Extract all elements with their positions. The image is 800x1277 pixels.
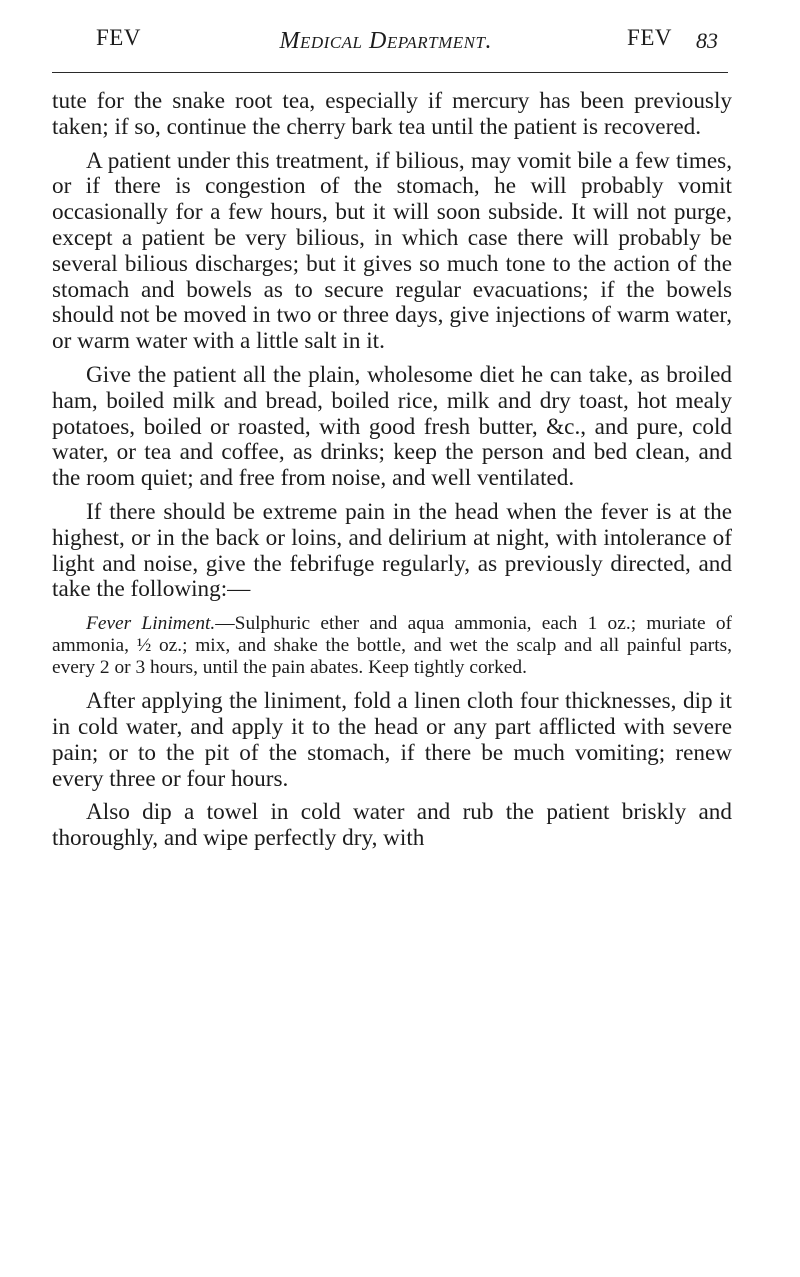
- paragraph-towel: Also dip a towel in cold water and rub the patient briskly and thoroughly, and wipe perfectly dry, with: [52, 799, 732, 852]
- paragraph-continuation: tute for the snake root tea, especially if mercury has been previously taken; if so, continue the cherry bark tea until the patient is recovered.: [52, 88, 732, 140]
- page-body: [52, 73, 732, 852]
- paragraph-diet: Give the patient all the plain, wholesome diet he can take, as broiled ham, boiled milk and bread, boiled rice, milk and dry toast, hot mealy potatoes, boiled or roasted, with good fresh butter, &c., and pure, cold water, or tea and coffee, as drinks; keep the person and bed clean, and the room quiet; and free from noise, and well ventilated.: [52, 361, 732, 492]
- header-right-word: FEV: [627, 25, 672, 50]
- recipe-fever-liniment: [52, 613, 732, 679]
- running-header: [52, 0, 728, 73]
- recipe-text: —Sulphuric ether and aqua ammonia, each 1 oz.; muriate of ammonia, ½ oz.; mix, and shake the bottle, and wet the scalp and all painful parts, every 2 or 3 hours, until the pain abates. Keep tightly corked.: [52, 613, 732, 679]
- header-title: Medical Department.: [279, 28, 492, 54]
- header-left-word: FEV: [96, 25, 141, 50]
- paragraph-head-pain: If there should be extreme pain in the head when the fever is at the highest, or in the back or loins, and delirium at night, with intolerance of light and noise, give the febrifuge regularly, as previously directed, and take the following:—: [52, 498, 732, 603]
- page-number: 83: [696, 28, 718, 53]
- recipe-title: Fever Liniment.: [86, 613, 216, 635]
- paragraph-linen-cloth: After applying the liniment, fold a linen cloth four thicknesses, dip it in cold water, and apply it to the head or any part afflicted with severe pain; or to the pit of the stomach, if there be much vomiting; renew every three or four hours.: [52, 688, 732, 792]
- paragraph-bilious-treatment: A patient under this treatment, if bilious, may vomit bile a few times, or if there is congestion of the stomach, he will probably vomit occasionally for a few hours, but it will soon subside. It will not purge, except a patient be very bilious, in which case there will probably be several bilious discharges; but it gives so much tone to the action of the stomach and bowels as to secure regular evacuations; if the bowels should not be moved in two or three days, give injections of warm water, or warm water with a little salt in it.: [52, 147, 732, 355]
